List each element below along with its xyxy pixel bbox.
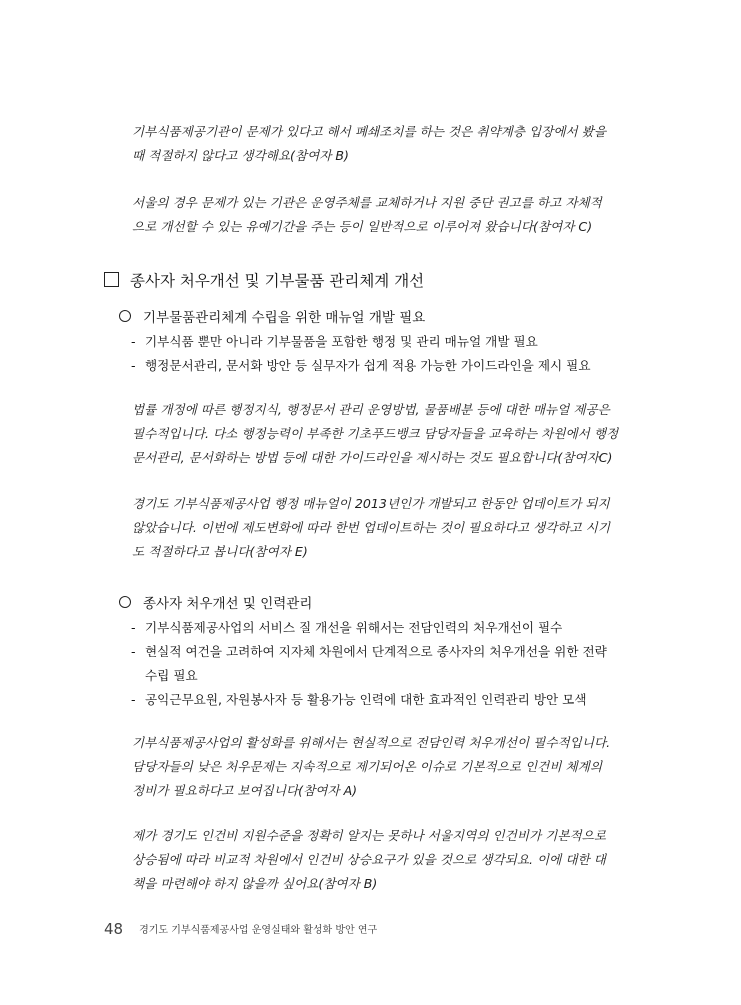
quote-line: 법률 개정에 따른 행정지식, 행정문서 관리 운영방법, 물품배분 등에 대한 매뉴얼 제공은 — [132, 402, 610, 417]
quote-line: 기부식품제공기관이 문제가 있다고 해서 폐쇄조치를 하는 것은 취약계층 입장에서 봤을 — [132, 124, 606, 139]
quote-line: 기부식품제공사업의 활성화를 위해서는 현실적으로 전담인력 처우개선이 필수적입니다. — [132, 735, 611, 750]
list-item-text: 수립 필요 — [145, 668, 198, 683]
subsection-title: 기부물품관리체계 수립을 위한 매뉴얼 개발 필요 — [143, 310, 426, 326]
list-item-text: 기부식품 뿐만 아니라 기부물품을 포함한 행정 및 관리 매뉴얼 개발 필요 — [145, 334, 538, 349]
list-item — [131, 688, 646, 712]
circle-bullet-icon — [119, 310, 131, 322]
section-heading — [104, 269, 664, 293]
circle-bullet-icon — [119, 596, 131, 608]
list-item-text: 현실적 여건을 고려하여 지자체 차원에서 단계적으로 종사자의 처우개선을 위한 전략 — [145, 644, 607, 659]
quote-line: 서울의 경우 문제가 있는 기관은 운영주체를 교체하거나 지원 중단 권고를 하고 자체적 — [132, 195, 602, 210]
interview-quote — [132, 191, 640, 239]
subsection-heading — [119, 306, 659, 330]
bullet-list — [131, 330, 646, 378]
subsection-heading — [119, 592, 659, 616]
dash-marker: - — [131, 644, 136, 659]
footer-title: 경기도 기부식품제공사업 운영실태와 활성화 방안 연구 — [139, 925, 378, 936]
list-item-text: 기부식품제공사업의 서비스 질 개선을 위해서는 전담인력의 처우개선이 필수 — [145, 620, 563, 635]
page-footer — [104, 920, 704, 938]
interview-quote — [132, 731, 640, 803]
interview-quote — [132, 824, 640, 896]
quote-line: 으로 개선할 수 있는 유예기간을 주는 등이 일반적으로 이루어져 왔습니다(참여자 C) — [132, 219, 593, 234]
section-title: 종사자 처우개선 및 기부물품 관리체계 개선 — [130, 272, 425, 290]
bullet-list — [131, 616, 646, 712]
list-item — [131, 640, 646, 664]
quote-line: 때 적절하지 않다고 생각해요(참여자 B) — [132, 148, 349, 163]
list-item — [131, 354, 646, 378]
quote-line: 않았습니다. 이번에 제도변화에 따라 한번 업데이트하는 것이 필요하다고 생각하고 시기 — [132, 520, 610, 535]
quote-line: 도 적절하다고 봅니다(참여자 E) — [132, 544, 308, 559]
quote-line: 필수적입니다. 다소 행정능력이 부족한 기초푸드뱅크 담당자들을 교육하는 차원에서 행정 — [132, 426, 619, 441]
subsection-title: 종사자 처우개선 및 인력관리 — [143, 596, 313, 612]
quote-line: 문서관리, 문서화하는 방법 등에 대한 가이드라인을 제시하는 것도 필요합니다(참여자C) — [132, 450, 613, 465]
list-item — [131, 330, 646, 354]
dash-marker: - — [131, 358, 136, 373]
interview-quote — [132, 120, 640, 168]
quote-line: 책을 마련해야 하지 않을까 싶어요(참여자 B) — [132, 876, 378, 891]
list-item-text: 행정문서관리, 문서화 방안 등 실무자가 쉽게 적용 가능한 가이드라인을 제시 필요 — [145, 358, 591, 373]
square-bullet-icon — [104, 272, 119, 287]
list-item-text: 공익근무요원, 자원봉사자 등 활용가능 인력에 대한 효과적인 인력관리 방안 모색 — [145, 692, 587, 707]
interview-quote — [132, 398, 640, 470]
quote-line: 담당자들의 낮은 처우문제는 지속적으로 제기되어온 이슈로 기본적으로 인건비 체계의 — [132, 759, 602, 774]
list-item-continuation — [131, 664, 646, 688]
list-item — [131, 616, 646, 640]
quote-line: 제가 경기도 인건비 지원수준을 정확히 알지는 못하나 서울지역의 인건비가 기본적으로 — [132, 828, 606, 843]
dash-marker: - — [131, 334, 136, 349]
dash-marker: - — [131, 620, 136, 635]
interview-quote — [132, 492, 640, 564]
quote-line: 경기도 기부식품제공사업 행정 매뉴얼이 2013년인가 개발되고 한동안 업데이트가 되지 — [132, 496, 610, 511]
dash-marker: - — [131, 692, 136, 707]
quote-line: 정비가 필요하다고 보여집니다(참여자 A) — [132, 783, 358, 798]
quote-line: 상승됨에 따라 비교적 차원에서 인건비 상승요구가 있을 것으로 생각되요. 이에 대한 대 — [132, 852, 606, 867]
page-number: 48 — [104, 920, 124, 938]
